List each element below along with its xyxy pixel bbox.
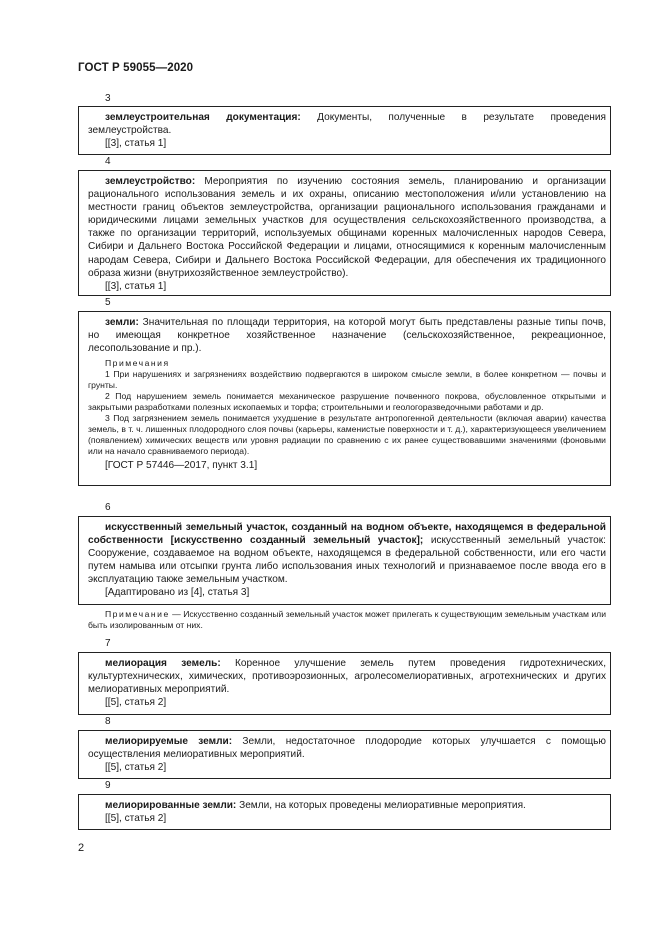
- term-entry: [88, 521, 606, 600]
- term-title: искусственный земельный участок, созданный на водном объекте, находящемся в федеральной собственности [искусственно созданный земельный участок];: [88, 522, 606, 547]
- term-source: [[5], статья 2]: [105, 697, 167, 709]
- term-definition: искусственный земельный участок: Сооружение, создаваемое на водном объекте, находящемся в федеральной собственности, или его части путем намыва или отсыпки грунта либо использования иных технологий и признаваемое после ввода его в эксплуатацию также земельным участком.: [88, 535, 606, 586]
- notes-heading: Примечания: [105, 358, 170, 369]
- term-number: 7: [105, 638, 111, 649]
- term-entry: [88, 799, 606, 825]
- term-title: земли:: [105, 317, 139, 328]
- note-item: 2 Под нарушением земель понимается механическое разрушение почвенного покрова, обусловленное открытыми и закрытыми разработками полезных ископаемых и торфа; строительными и геологоразведочными работами и др.: [88, 391, 606, 413]
- term-entry: [88, 735, 606, 774]
- term-entry: [88, 657, 606, 709]
- term-source: [Адаптировано из [4], статья 3]: [105, 587, 250, 599]
- term-number: 9: [105, 780, 111, 791]
- page-number: 2: [78, 842, 85, 854]
- term-definition: Мероприятия по изучению состояния земель, планированию и организации рационального использования земель и их охраны, описанию местоположения и/или установлению на местности границ объектов землеустройства, организации рационального использования гражданами и юридическими лицами земельных участков для осуществления сельскохозяйственного производства, а также по организации территорий, используемых общинами коренных малочисленных народов Севера, Сибири и Дальнего Востока Российской Федерации и лицами, относящимися к коренным малочисленным народам Севера, Сибири и Дальнего Востока Российской Федерации, для обеспечения их традиционного образа жизни (внутрихозяйственное землеустройство).: [88, 176, 606, 279]
- term-number: 3: [105, 93, 111, 104]
- term-definition: Земли, на которых проведены мелиоративные мероприятия.: [236, 800, 526, 811]
- term-number: 6: [105, 502, 111, 513]
- term-entry: [88, 111, 606, 150]
- term-source: [[5], статья 2]: [105, 813, 167, 825]
- term-entry: [88, 316, 606, 472]
- term-title: мелиорированные земли:: [105, 800, 237, 811]
- note-item: 1 При нарушениях и загрязнениях воздействию подвергаются в широком смысле земли, в более конкретном — почвы и грунты.: [88, 369, 606, 391]
- term-entry: [88, 175, 606, 293]
- term-definition: Документы, полученные в результате проведения землеустройства.: [88, 112, 606, 137]
- note-text: — Искусственно созданный земельный участок может прилегать к существующим земельным участкам или быть изолированным от них.: [88, 609, 606, 630]
- term-source: [[3], статья 1]: [105, 138, 167, 150]
- term-title: землеустройство:: [105, 176, 196, 187]
- term-number: 4: [105, 156, 111, 167]
- note-label: Примечание: [105, 609, 170, 619]
- term-source: [[3], статья 1]: [105, 280, 167, 292]
- document-header: ГОСТ Р 59055—2020: [78, 62, 194, 74]
- term-definition: Коренное улучшение земель путем проведения гидротехнических, культуртехнических, химических, противоэрозионных, агролесомелиоративных, агротехнических и других мелиоративных мероприятий.: [88, 658, 606, 696]
- term-title: мелиорируемые земли:: [105, 736, 233, 747]
- term-source: [ГОСТ Р 57446—2017, пункт 3.1]: [105, 460, 258, 472]
- term-number: 8: [105, 716, 111, 727]
- term-definition: Земли, недостаточное плодородие которых улучшается с помощью осуществления мелиоративных мероприятий.: [88, 736, 606, 761]
- term-definition: Значительная по площади территория, на которой могут быть представлены разные типы почв, но имеющая конкретное хозяйственное назначение (сельскохозяйственное, рекреационное, лесопользование и пр.).: [88, 317, 606, 355]
- note-item: 3 Под загрязнением земель понимается ухудшение в результате антропогенной деятельности (включая аварии) качества земель, в т. ч. лишенных плодородного слоя почвы (карьеры, каменистые поверхности и т. д.), характеризующееся увеличением (появлением) химических веществ или уровня радиации по сравнению с их ранее существовавшими значениями (фоновыми или на начало сравниваемого периода).: [88, 413, 606, 457]
- term-title: землеустроительная документация:: [105, 112, 301, 123]
- term-title: мелиорация земель:: [105, 658, 221, 669]
- term-source: [[5], статья 2]: [105, 762, 167, 774]
- term-number: 5: [105, 297, 111, 308]
- standalone-note: [88, 609, 606, 631]
